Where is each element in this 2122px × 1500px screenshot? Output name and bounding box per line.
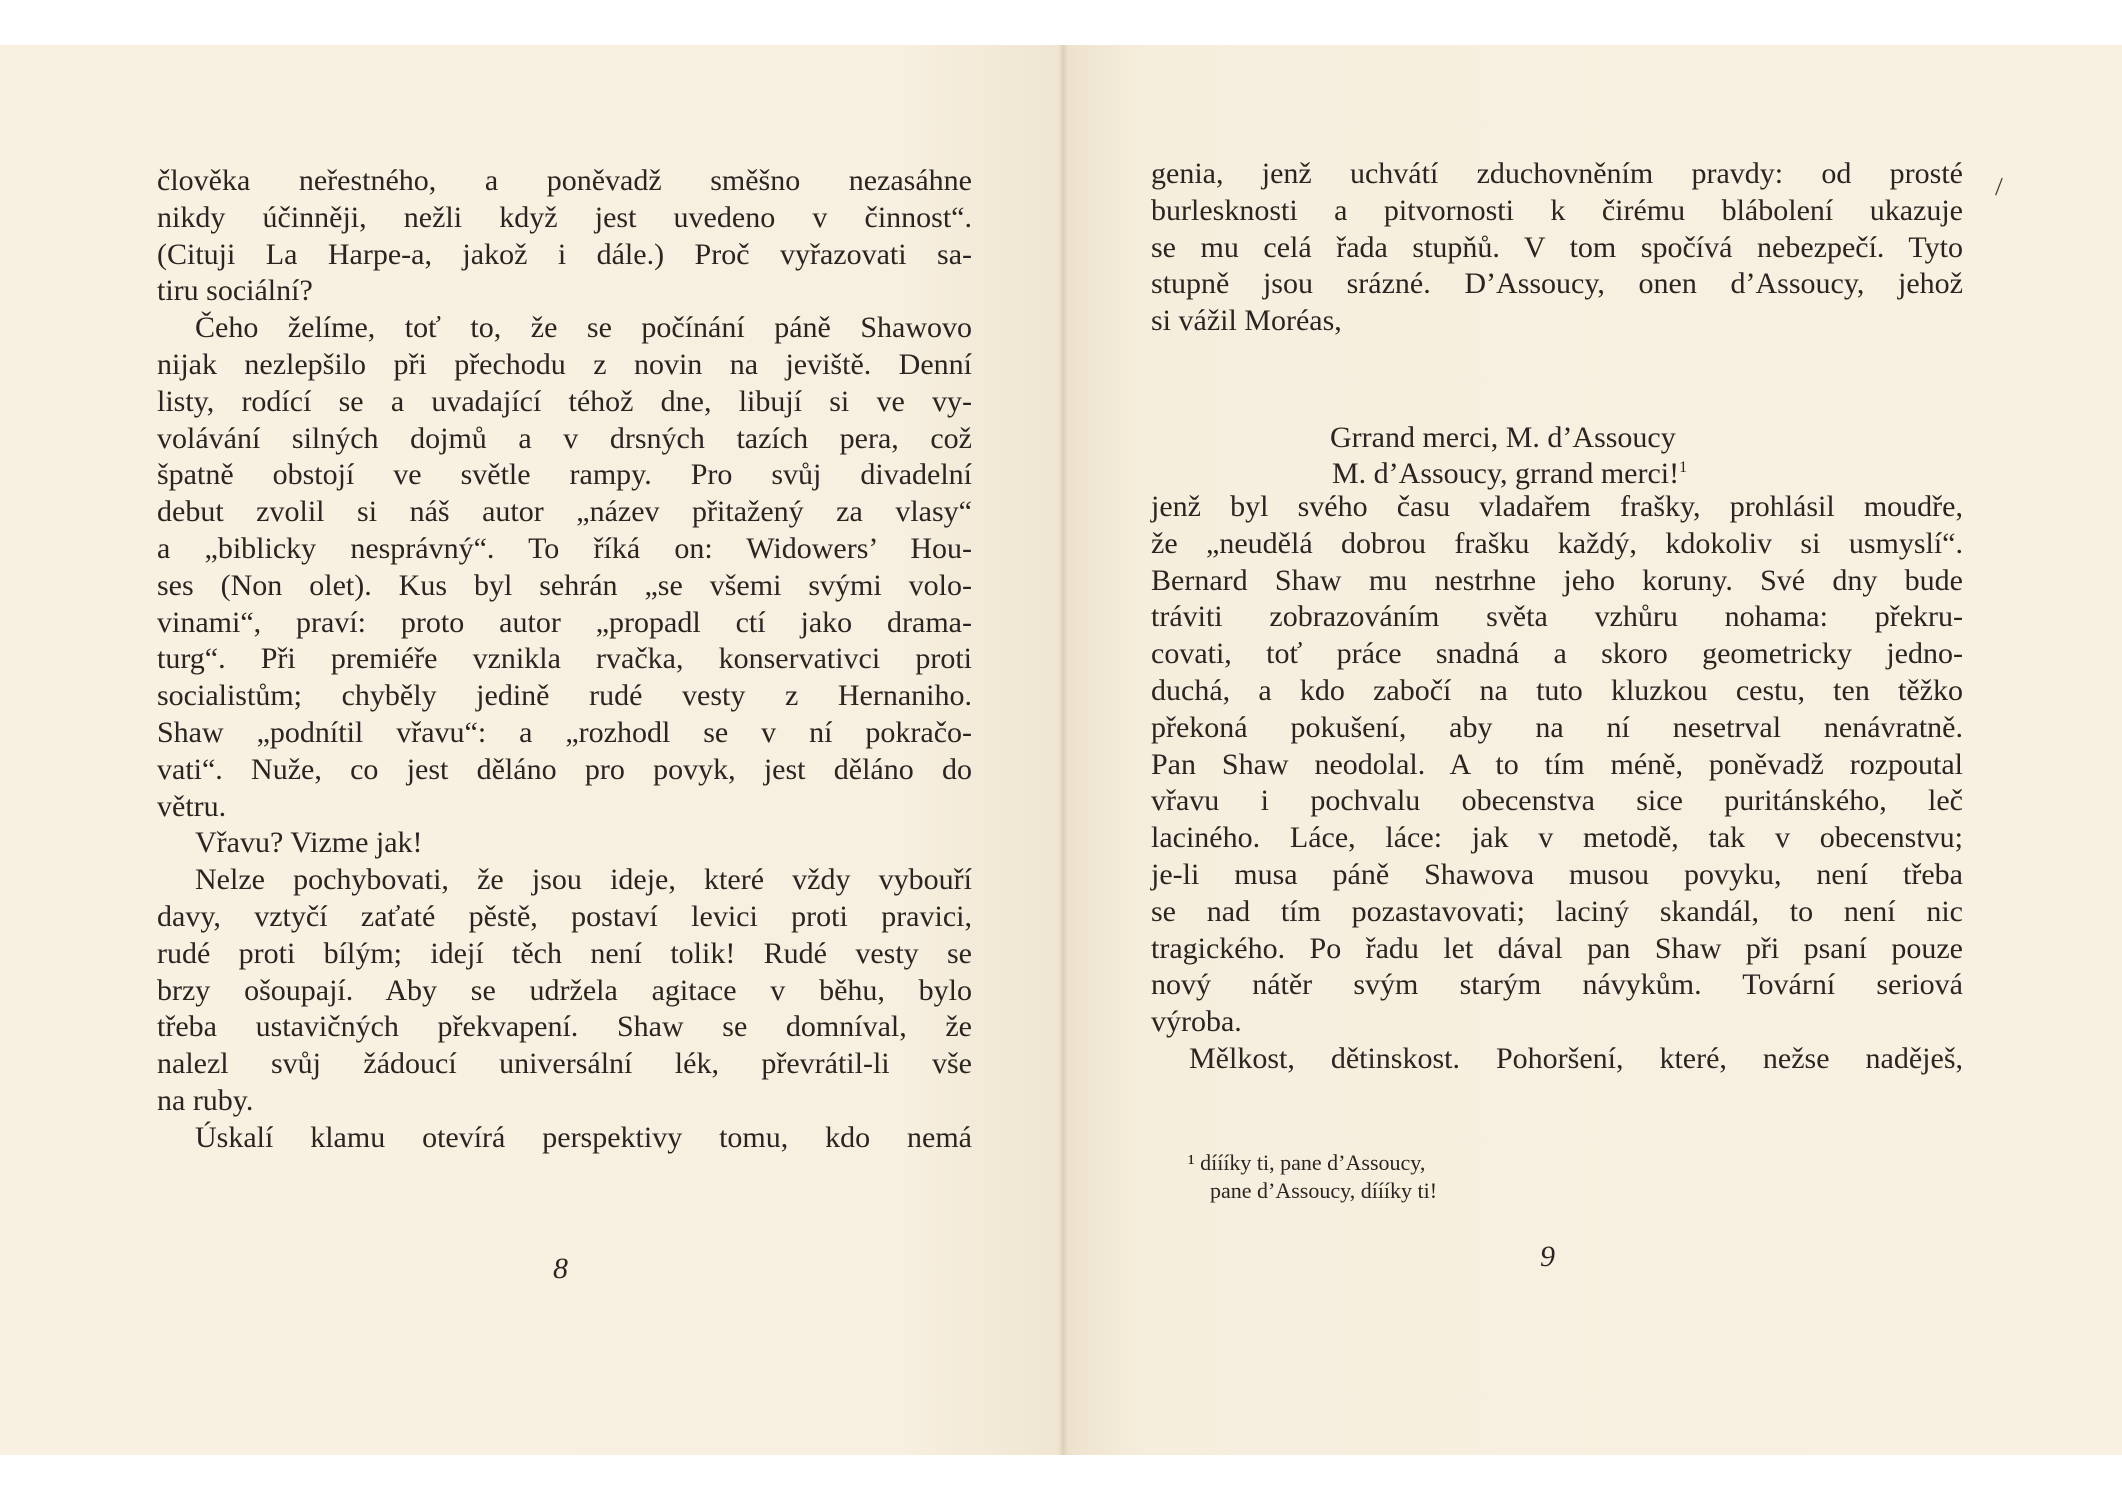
text-line: nijak nezlepšilo při přechodu z novin na jeviště. Denní xyxy=(157,347,972,381)
text-line: burlesknosti a pitvornosti k čirému blábolení ukazuje xyxy=(1151,193,1963,227)
text-line: výroba. xyxy=(1151,1005,1242,1039)
text-line: covati, toť práce snadná a skoro geometricky jedno- xyxy=(1151,637,1963,671)
text-line: volávání silných dojmů a v drsných tazích pera, což xyxy=(157,421,972,455)
text-line: vinami“, praví: proto autor „propadl ctí jako drama- xyxy=(157,605,972,639)
text-line: debut zvolil si náš autor „název přitažený za vlasy“ xyxy=(157,495,972,529)
text-line: listy, rodící se a uvadající téhož dne, libují si ve vy- xyxy=(157,384,972,418)
text-line: Bernard Shaw mu nestrhne jeho koruny. Své dny bude xyxy=(1151,563,1963,597)
text-line: nalezl svůj žádoucí universální lék, převrátil-li vše xyxy=(157,1047,972,1081)
footnote-line: ¹ díííky ti, pane d’Assoucy, xyxy=(1188,1150,1426,1175)
text-line: rudé proti bílým; idejí těch není tolik! Rudé vesty se xyxy=(157,936,972,970)
right-page-text-top xyxy=(1151,156,1963,340)
footnote-line: pane d’Assoucy, díííky ti! xyxy=(1210,1178,1438,1203)
text-line: si vážil Moréas, xyxy=(1151,304,1342,338)
text-line: Pan Shaw neodolal. A to tím méně, poněvadž rozpoutal xyxy=(1151,747,1963,781)
text-line: nový nátěr svým starým návykům. Tovární seriová xyxy=(1151,968,1963,1002)
text-line: duchá, a kdo zabočí na tuto kluzkou cestu, ten těžko xyxy=(1151,673,1963,707)
text-line: (Cituji La Harpe-a, jakož i dále.) Proč vyřazovati sa- xyxy=(157,237,972,271)
text-line: Nelze pochybovati, že jsou ideje, které vždy vybouří xyxy=(195,863,972,897)
text-line: Úskalí klamu otevírá perspektivy tomu, kdo nemá xyxy=(195,1120,972,1154)
text-line: turg“. Při premiéře vznikla rvačka, konservativci proti xyxy=(157,642,972,676)
text-line: se mu celá řada stupňů. V tom spočívá nebezpečí. Tyto xyxy=(1151,230,1963,264)
text-line: Mělkost, dětinskost. Pohoršení, které, nežse naděješ, xyxy=(1189,1041,1963,1075)
text-line: tiru sociální? xyxy=(157,274,313,308)
page-number-left: 8 xyxy=(553,1252,568,1285)
right-page-text-bottom xyxy=(1151,489,1963,1078)
text-line: nikdy účinněji, nežli když jest uvedeno v činnost“. xyxy=(157,200,972,234)
text-line: socialistům; chyběly jedině rudé vesty z Hernaniho. xyxy=(157,679,972,713)
book-gutter xyxy=(1058,45,1068,1455)
text-line: brzy ošoupají. Aby se udržela agitace v běhu, bylo xyxy=(157,973,972,1007)
text-line: se nad tím pozastavovati; laciný skandál, to není nic xyxy=(1151,894,1963,928)
text-line: že „neudělá dobrou frašku každý, kdokoliv si usmyslí“. xyxy=(1151,526,1963,560)
verse-line: M. d’Assoucy, grrand merci! xyxy=(1332,457,1680,490)
text-line: stupně jsou srázné. D’Assoucy, onen d’Assoucy, jehož xyxy=(1151,267,1963,301)
text-line: Vřavu? Vizme jak! xyxy=(195,826,423,860)
text-line: je-li musa páně Shawova musou povyku, není třeba xyxy=(1151,857,1963,891)
text-line: Čeho želíme, toť to, že se počínání páně Shawovo xyxy=(195,311,972,345)
footnote xyxy=(1188,1149,1437,1205)
text-line: Shaw „podnítil vřavu“: a „rozhodl se v ní pokračo- xyxy=(157,715,972,749)
footnote-marker: 1 xyxy=(1679,459,1688,476)
pen-mark: \ xyxy=(1986,173,2012,201)
verse-line: Grrand merci, M. d’Assoucy xyxy=(1330,421,1676,454)
text-line: třeba ustavičných překvapení. Shaw se domníval, že xyxy=(157,1010,972,1044)
text-line: špatně obstojí ve světle rampy. Pro svůj divadelní xyxy=(157,458,972,492)
text-line: tragického. Po řadu let dával pan Shaw při psaní pouze xyxy=(1151,931,1963,965)
text-line: a „biblicky nesprávný“. To říká on: Widowers’ Hou- xyxy=(157,531,972,565)
text-line: větru. xyxy=(157,789,227,823)
text-line: tráviti zobrazováním světa vzhůru nohama: překru- xyxy=(1151,600,1963,634)
text-line: genia, jenž uchvátí zduchovněním pravdy: od prosté xyxy=(1151,157,1963,190)
left-page-text xyxy=(157,163,972,1157)
text-line: vati“. Nuže, co jest děláno pro povyk, jest děláno do xyxy=(157,752,972,786)
page-number-right: 9 xyxy=(1540,1240,1555,1273)
text-line: davy, vztyčí zaťaté pěstě, postaví levici proti pravici, xyxy=(157,899,972,933)
text-line: ses (Non olet). Kus byl sehrán „se všemi svými volo- xyxy=(157,568,972,602)
text-line: překoná pokušení, aby na ní nesetrval nenávratně. xyxy=(1151,710,1963,744)
text-line: jenž byl svého času vladařem frašky, prohlásil moudře, xyxy=(1151,490,1963,523)
text-line: člověka neřestného, a poněvadž směšno nezasáhne xyxy=(157,164,972,197)
text-line: vřavu i pochvalu obecenstva sice puritánského, leč xyxy=(1151,784,1963,818)
text-line: na ruby. xyxy=(157,1083,254,1117)
text-line: laciného. Láce, láce: jak v metodě, tak v obecenstvu; xyxy=(1151,821,1963,855)
verse-quote xyxy=(1330,420,1687,492)
